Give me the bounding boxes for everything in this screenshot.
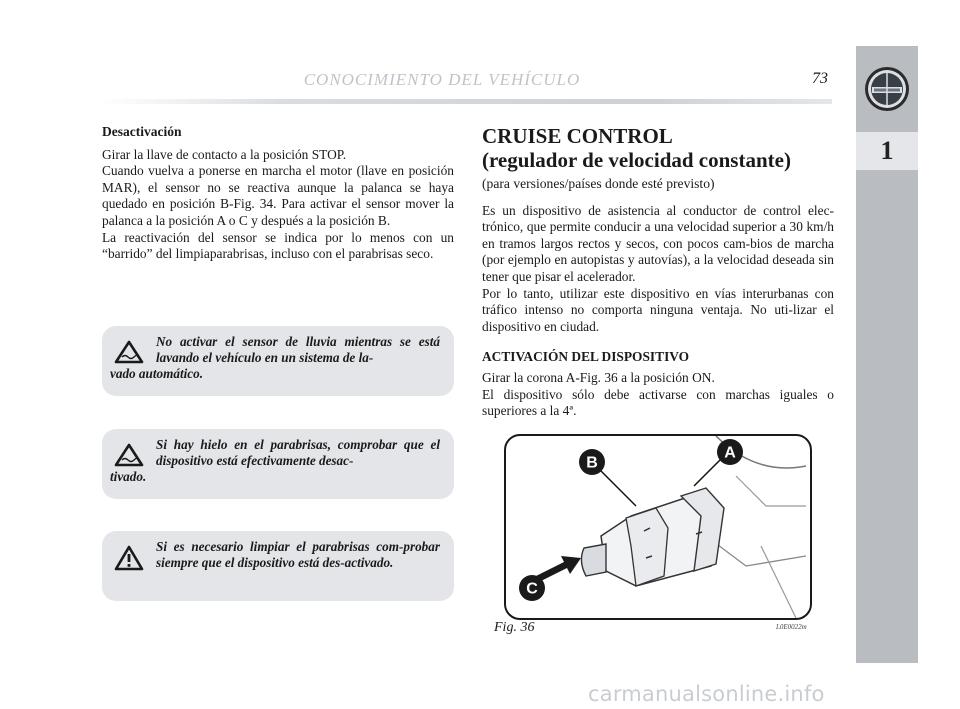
body-paragraph: Por lo tanto, utilizar este dispositivo en vías interurbanas con tráfico intenso no comporta ninguna ventaja. No uti-lizar el dispositivo en ciudad. (482, 285, 834, 334)
section-subheading: Desactivación (102, 124, 182, 139)
callout-c-label: C (526, 580, 538, 598)
page-number: 73 (812, 70, 828, 87)
figure-caption: Fig. 36 (494, 620, 535, 635)
body-paragraph: Es un dispositivo de asistencia al conductor de control elec-trónico, que permite conducir a una velocidad superior a 30 km/h en tramos largos rectos y secos, con pocos cam-bios de marcha (por ejemplo en autopistas y autovías), a la velocidad deseada sin tener que pisar el acelerador. (482, 202, 834, 284)
warning-text-continued: tivado. (110, 469, 147, 484)
callout-a-label: A (724, 444, 736, 462)
watermark: carmanualsonline.info (588, 682, 825, 706)
warning-text: Si es necesario limpiar el parabrisas com-probar siempre que el dispositivo está des-activado. (156, 539, 440, 570)
section-availability-note: (para versiones/países donde esté previsto) (482, 176, 715, 191)
body-paragraph: Girar la llave de contacto a la posición STOP. (102, 146, 347, 162)
right-column (482, 124, 834, 420)
warning-box (102, 429, 454, 499)
header-divider (102, 99, 832, 104)
left-column (102, 124, 454, 263)
body-paragraph: Girar la corona A-Fig. 36 a la posición ON. (482, 369, 715, 385)
warning-text-continued: vado automático. (110, 366, 204, 381)
figure-cruise-control-lever (504, 434, 812, 620)
body-paragraph: El dispositivo sólo debe activarse con marchas iguales o superiores a la 4ª. (482, 386, 834, 419)
lancia-logo-icon (864, 66, 910, 112)
callout-b-label: B (586, 454, 598, 472)
warning-text: Si hay hielo en el parabrisas, comprobar que el dispositivo está efectivamente desac- (156, 437, 440, 468)
figure-code: L0E0022m (776, 623, 807, 631)
warning-box (102, 326, 454, 396)
subsection-heading: ACTIVACIÓN DEL DISPOSITIVO (482, 349, 690, 365)
chapter-number: 1 (856, 132, 918, 170)
section-title: CRUISE CONTROL (482, 124, 673, 148)
section-title-subline: (regulador de velocidad constante) (482, 148, 791, 172)
running-header-title: CONOCIMIENTO DEL VEHÍCULO (303, 70, 581, 89)
warning-box (102, 531, 454, 601)
body-paragraph: Cuando vuelva a ponerse en marcha el motor (llave en posición MAR), el sensor no se reactiva aunque la palanca se haya quedado en posición B-Fig. 34. Para activar el sensor mover la palanca a la posición A o C y después a la posición B. (102, 163, 454, 228)
warning-text: No activar el sensor de lluvia mientras se está lavando el vehículo en un sistema de la- (156, 334, 440, 365)
body-paragraph: La reactivación del sensor se indica por lo menos con un “barrido” del limpiaparabrisas, incluso con el parabrisas seco. (102, 229, 454, 262)
